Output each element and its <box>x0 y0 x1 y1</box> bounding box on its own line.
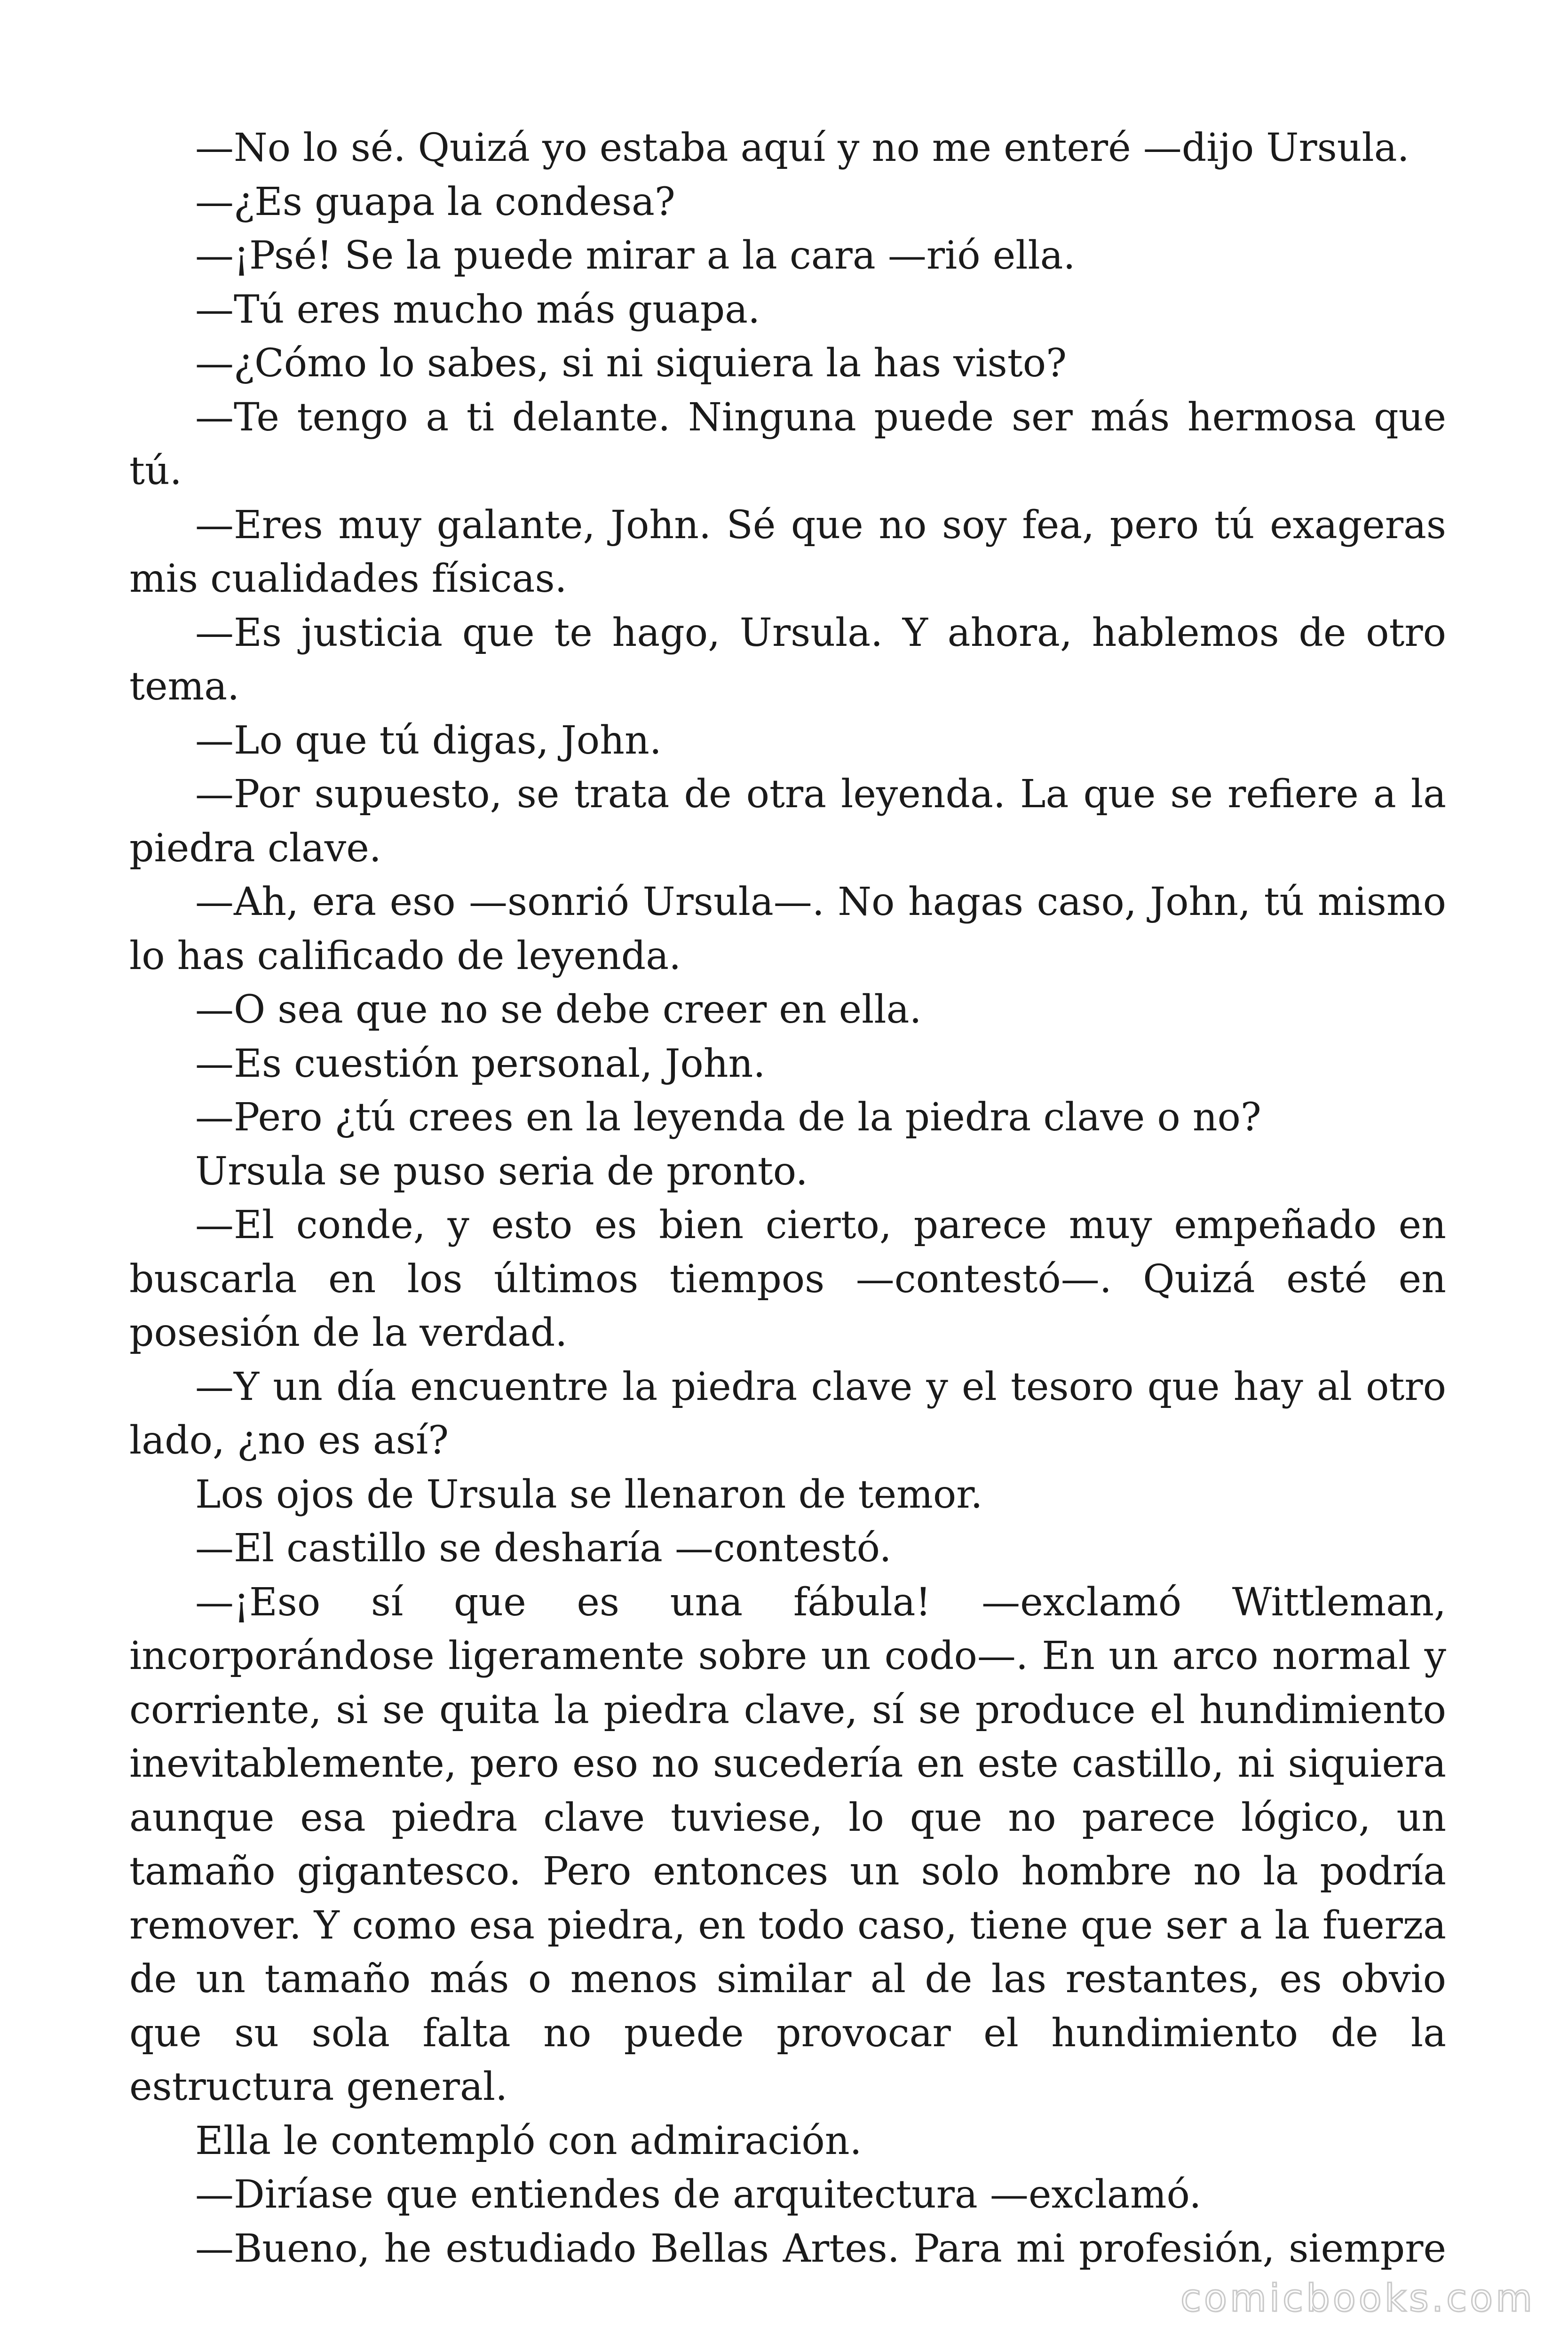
paragraph: —Ah, era eso —sonrió Ursula—. No hagas caso, John, tú mismo lo has calificado de leyenda. <box>129 880 1446 978</box>
paragraph: —Diríase que entiendes de arquitectura —exclamó. <box>195 2172 1202 2217</box>
paragraph: —Por supuesto, se trata de otra leyenda. La que se refiere a la piedra clave. <box>129 772 1446 871</box>
paragraph: —¡Eso sí que es una fábula! —exclamó Wittleman, incorporándose ligeramente sobre un codo—. En un arco normal y corriente, si se quita la piedra clave, sí se produce el hundimiento inevitablemente, pero eso no sucedería en este castillo, ni siquiera aunque esa piedra clave tuviese, lo que no parece lógico, un tamaño gigantesco. Pero entonces un solo hombre no la podría remover. Y como esa piedra, en todo caso, tiene que ser a la fuerza de un tamaño más o menos similar al de las restantes, es obvio que su sola falta no puede provocar el hundimiento de la estructura general. <box>129 1580 1446 2109</box>
paragraph: —El castillo se desharía —contestó. <box>195 1526 892 1571</box>
paragraph: —Bueno, he estudiado Bellas Artes. Para mi profesión, siempre <box>195 2226 1446 2271</box>
paragraph: —Pero ¿tú crees en la leyenda de la piedra clave o no? <box>195 1095 1261 1140</box>
paragraph: —Te tengo a ti delante. Ninguna puede ser más hermosa que tú. <box>129 395 1446 493</box>
paragraph: —Y un día encuentre la piedra clave y el tesoro que hay al otro lado, ¿no es así? <box>129 1364 1446 1463</box>
paragraph: —Es justicia que te hago, Ursula. Y ahora, hablemos de otro tema. <box>129 610 1446 709</box>
paragraph: —Eres muy galante, John. Sé que no soy fea, pero tú exageras mis cualidades físicas. <box>129 502 1446 601</box>
watermark-text: comicbooks.com <box>1180 2276 1535 2320</box>
paragraph: —Es cuestión personal, John. <box>195 1041 766 1086</box>
paragraph: Ella le contempló con admiración. <box>195 2118 862 2163</box>
paragraph: —¡Psé! Se la puede mirar a la cara —rió ella. <box>195 233 1076 278</box>
paragraph: —¿Cómo lo sabes, si ni siquiera la has visto? <box>195 341 1067 386</box>
paragraph: Ursula se puso seria de pronto. <box>195 1149 808 1194</box>
paragraph: —O sea que no se debe creer en ella. <box>195 987 922 1032</box>
paragraph: —Tú eres mucho más guapa. <box>195 287 760 332</box>
paragraph: —El conde, y esto es bien cierto, parece muy empeñado en buscarla en los últimos tiempos —contestó—. Quizá esté en posesión de la verdad. <box>129 1203 1446 1355</box>
paragraph: —Lo que tú digas, John. <box>195 718 662 763</box>
page-text <box>129 121 1446 2271</box>
paragraph: —No lo sé. Quizá yo estaba aquí y no me enteré —dijo Ursula. <box>195 126 1410 170</box>
paragraph: —¿Es guapa la condesa? <box>195 179 675 224</box>
paragraph: Los ojos de Ursula se llenaron de temor. <box>195 1472 983 1517</box>
